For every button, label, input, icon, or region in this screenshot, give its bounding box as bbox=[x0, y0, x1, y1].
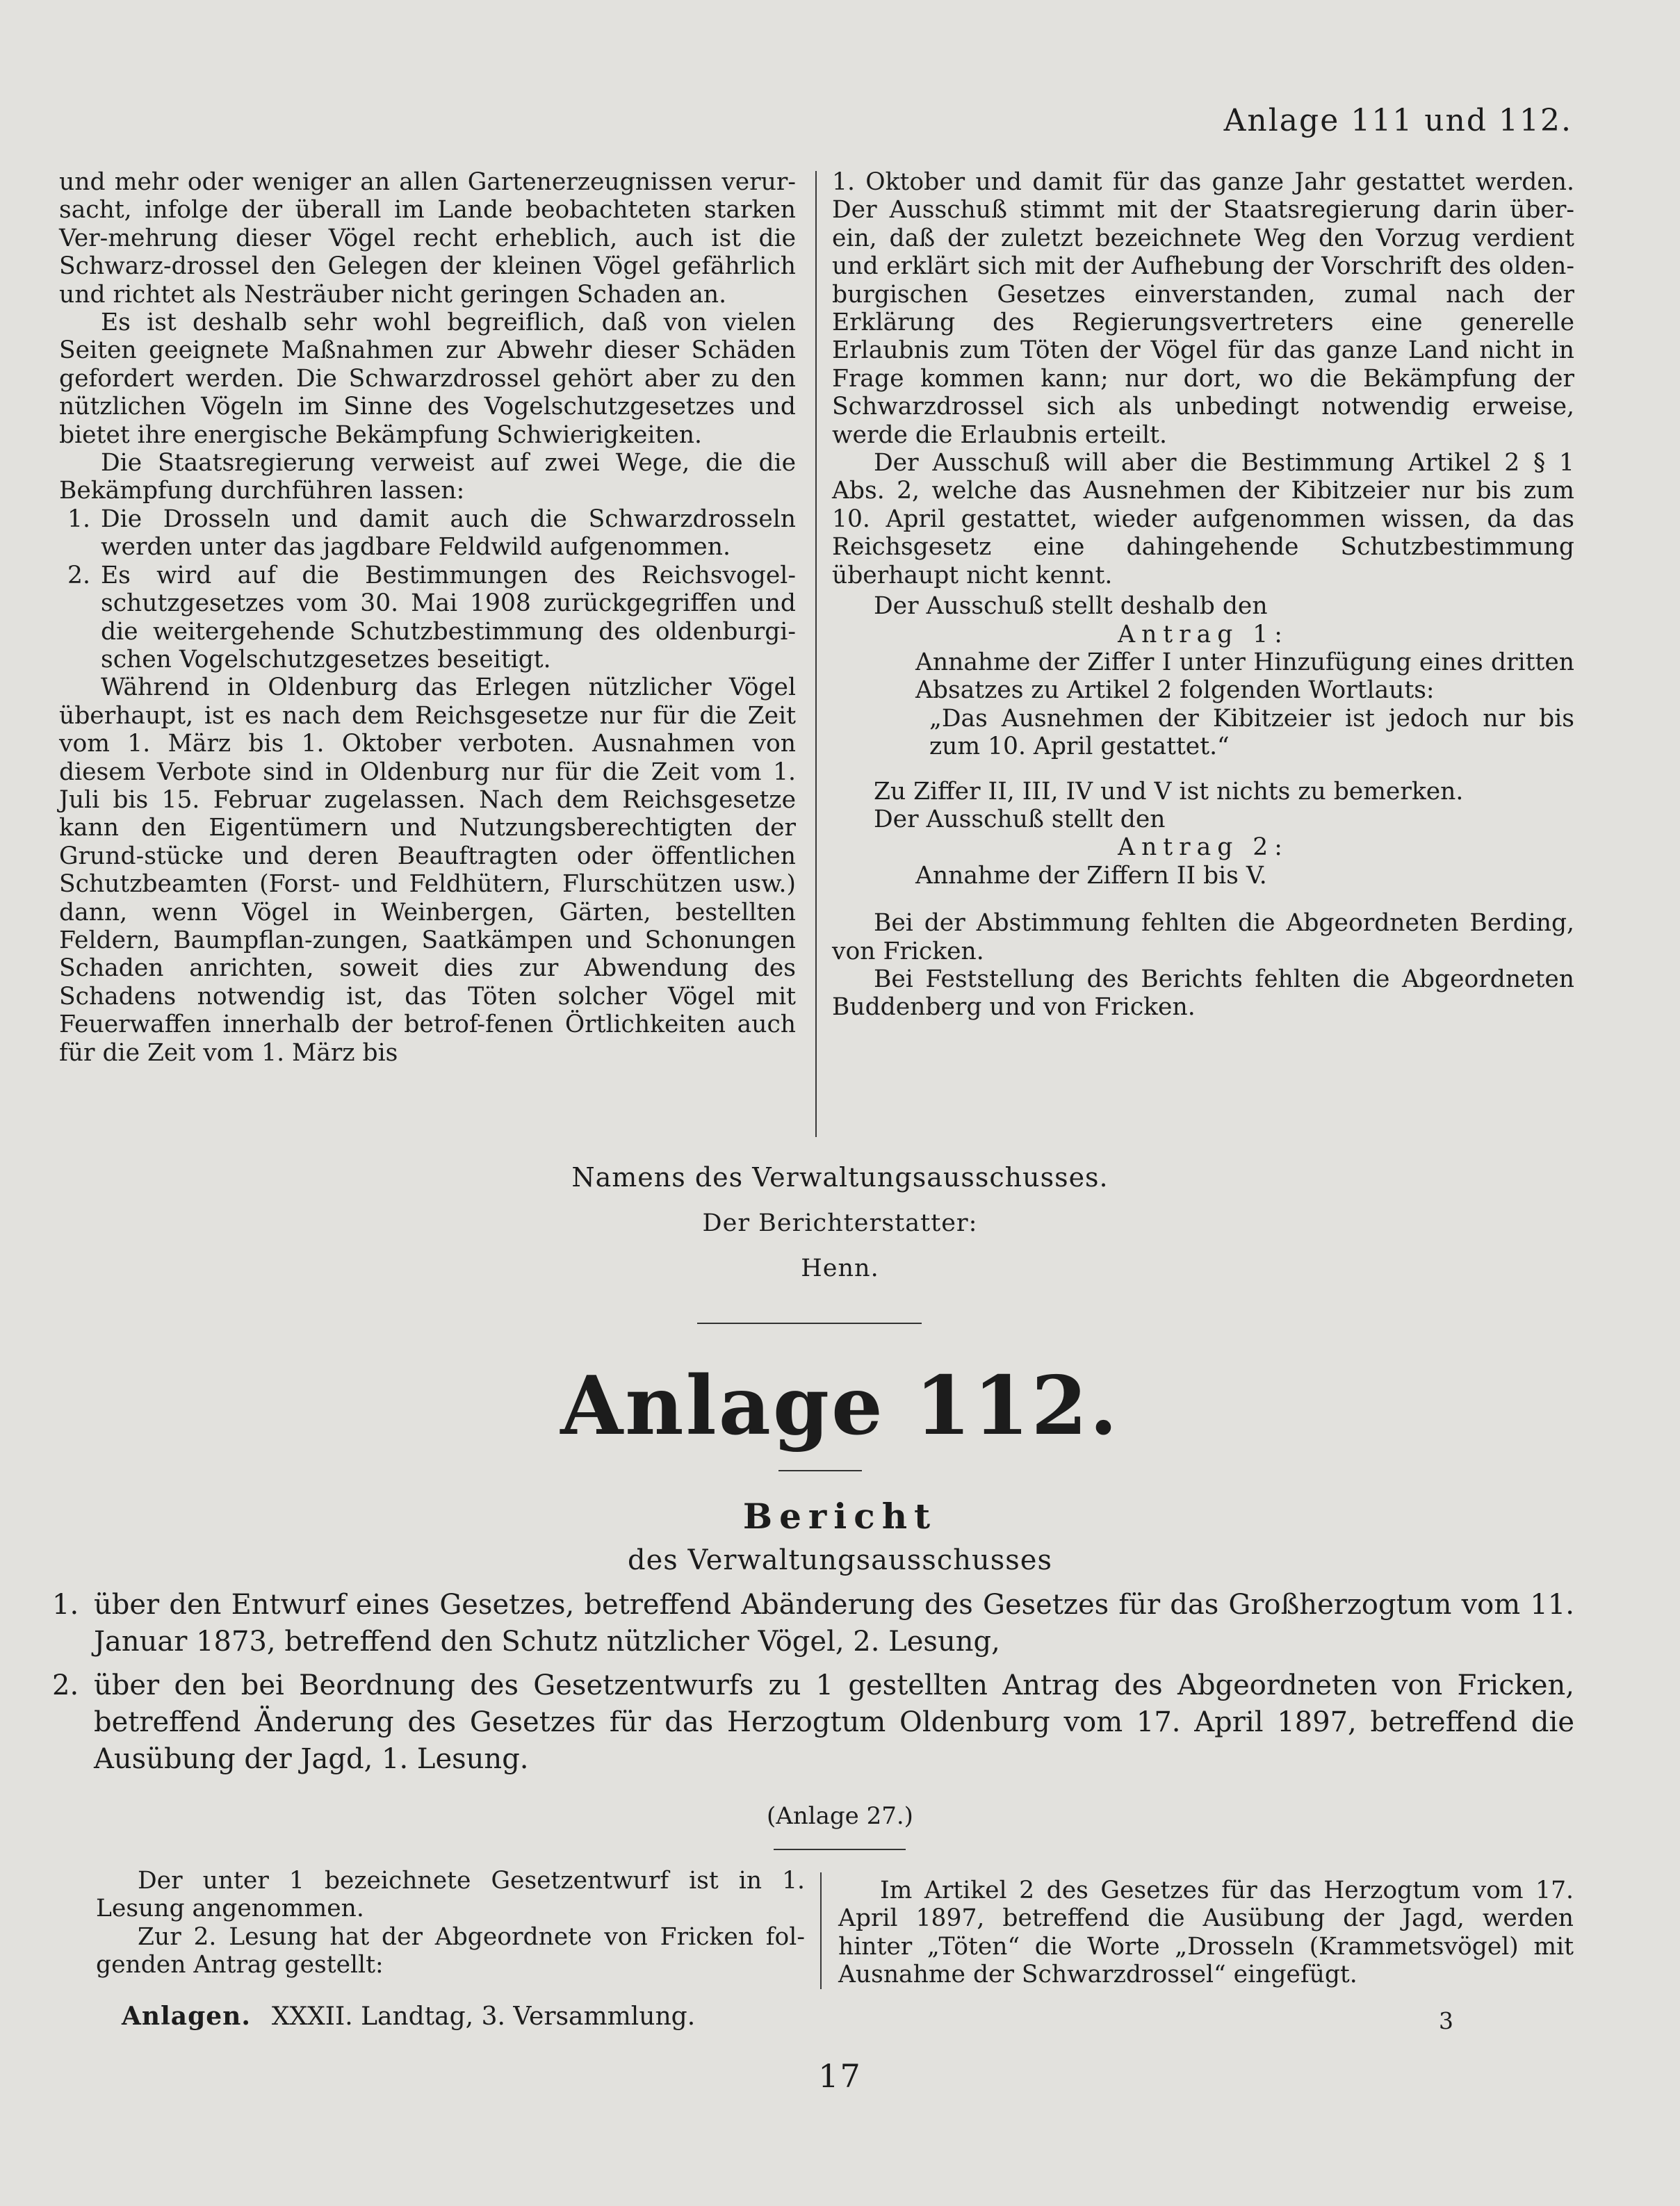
short-rule bbox=[774, 1849, 906, 1850]
list-number: 1. bbox=[67, 505, 90, 533]
report-subject-list bbox=[52, 1587, 1574, 1778]
page-number: 17 bbox=[818, 2057, 862, 2095]
antrag-text: Annahme der Ziffern II bis V. bbox=[915, 861, 1267, 890]
paragraph: Bei der Abstimmung fehlten die Abgeordneten Berding, von Fricken. bbox=[832, 909, 1574, 965]
signature-name: Henn. bbox=[801, 1255, 879, 1282]
separator-rule bbox=[697, 1323, 922, 1324]
signature-line: Namens des Verwaltungsausschusses. bbox=[571, 1162, 1109, 1193]
paragraph: Der Ausschuß stellt den bbox=[874, 805, 1166, 833]
numbered-list bbox=[59, 505, 796, 673]
list-number: 2. bbox=[67, 561, 90, 589]
signature-role: Der Berichterstatter: bbox=[702, 1209, 978, 1237]
antrag-heading: Antrag 1: bbox=[1118, 620, 1289, 648]
paragraph: Zur 2. Lesung hat der Abgeordnete von Fricken fol-genden Antrag gestellt: bbox=[96, 1922, 805, 1979]
annex-reference: (Anlage 27.) bbox=[767, 1802, 913, 1830]
short-rule bbox=[778, 1470, 862, 1471]
list-number: 1. bbox=[52, 1589, 79, 1621]
paragraph: 1. Oktober und damit für das ganze Jahr gestattet werden. Der Ausschuß stimmt mit der Staatsregierung darin über-ein, daß der zuletzt bezeichnete Weg den Vorzug verdient und erklärt sich mit der Aufhebung der Vorschrift des olden-burgischen Gesetzes einverstanden, zumal nach der Erklärung des Regierungsvertreters eine generelle Erlaubnis zum Töten der Vögel für das ganze Land nicht in Frage kommen kann; nur dort, wo die Bekämpfung der Schwarzdrossel sich als unbedingt notwendig erweise, werde die Erlaubnis erteilt. bbox=[832, 168, 1574, 449]
paragraph: Der unter 1 bezeichnete Gesetzentwurf ist in 1. Lesung angenommen. bbox=[96, 1867, 805, 1923]
paragraph: Der Ausschuß stellt deshalb den bbox=[874, 592, 1268, 621]
column-divider bbox=[820, 1872, 822, 1989]
list-text: über den Entwurf eines Gesetzes, betreffend Abänderung des Gesetzes für das Großherzogtum vom 11. Januar 1873, betreffend den Schutz nützlicher Vögel, 2. Lesung, bbox=[94, 1589, 1574, 1658]
list-text: Es wird auf die Bestimmungen des Reichsvogel-schutzgesetzes vom 30. Mai 1908 zurückgegriffen und die weitergehende Schutzbestimmung des oldenburgi-schen Vogelschutzgesetzes beseitigt. bbox=[101, 561, 796, 673]
footer-imprint bbox=[122, 2002, 695, 2031]
antrag-quote: „Das Ausnehmen der Kibitzeier ist jedoch nur bis zum 10. April gestattet.“ bbox=[929, 704, 1574, 761]
paragraph: Die Staatsregierung verweist auf zwei Wege, die die Bekämpfung durchführen lassen: bbox=[59, 449, 796, 505]
running-header: Anlage 111 und 112. bbox=[1223, 103, 1572, 138]
paragraph: und mehr oder weniger an allen Gartenerzeugnissen verur-sacht, infolge der überall im Lande beobachteten starken Ver-mehrung dieser Vögel recht erheblich, auch ist die Schwarz-drossel den Gelegen der kleinen Vögel gefährlich und richtet als Nesträuber nicht geringen Schaden an. bbox=[59, 168, 796, 309]
top-right-column bbox=[832, 168, 1574, 1022]
list-text: Die Drosseln und damit auch die Schwarzdrosseln werden unter das jagdbare Feldwild aufgenommen. bbox=[101, 505, 796, 562]
paragraph: Der Ausschuß will aber die Bestimmung Artikel 2 § 1 Abs. 2, welche das Ausnehmen der Kibitzeier nur bis zum 10. April gestattet, wieder aufgenommen wissen, da das Reichsgesetz eine dahingehende Schutzbestimmung überhaupt nicht kennt. bbox=[832, 449, 1574, 589]
footer-text: XXXII. Landtag, 3. Versammlung. bbox=[271, 2002, 696, 2031]
list-item bbox=[52, 1587, 1574, 1660]
sheet-number: 3 bbox=[1439, 2007, 1453, 2034]
list-item bbox=[59, 505, 796, 562]
bottom-left-column bbox=[96, 1867, 805, 1979]
column-divider bbox=[815, 171, 817, 1137]
top-left-column bbox=[59, 168, 796, 1067]
page-title: Anlage 112. bbox=[560, 1359, 1120, 1453]
antrag-heading: Antrag 2: bbox=[1118, 833, 1289, 862]
paragraph: Es ist deshalb sehr wohl begreiflich, daß von vielen Seiten geeignete Maßnahmen zur Abwehr dieser Schäden gefordert werden. Die Schwarzdrossel gehört aber zu den nützlichen Vögeln im Sinne des Vogelschutzgesetzes und bietet ihre energische Bekämpfung Schwierigkeiten. bbox=[59, 309, 796, 449]
report-subheading: des Verwaltungsausschusses bbox=[628, 1544, 1052, 1576]
paragraph: Im Artikel 2 des Gesetzes für das Herzogtum vom 17. April 1897, betreffend die Ausübung der Jagd, werden hinter „Töten“ die Worte „Drosseln (Krammetsvögel) mit Ausnahme der Schwarzdrossel“ eingefügt. bbox=[838, 1877, 1574, 1989]
report-heading: Bericht bbox=[742, 1496, 938, 1537]
list-item bbox=[59, 562, 796, 674]
footer-label: Anlagen. bbox=[122, 2002, 251, 2031]
bottom-right-column bbox=[838, 1877, 1574, 1989]
paragraph: Während in Oldenburg das Erlegen nützlicher Vögel überhaupt, ist es nach dem Reichsgesetze nur für die Zeit vom 1. März bis 1. Oktober verboten. Ausnahmen von diesem Verbote sind in Oldenburg nur für die Zeit vom 1. Juli bis 15. Februar zugelassen. Nach dem Reichsgesetze kann den Eigentümern und Nutzungsberechtigten der Grund-stücke und deren Beauftragten oder öffentlichen Schutzbeamten (Forst- und Feldhütern, Flurschützen usw.) dann, wenn Vögel in Weinbergen, Gärten, bestellten Feldern, Baumpflan-zungen, Saatkämpen und Schonungen Schaden anrichten, soweit dies zur Abwendung des Schadens notwendig ist, das Töten solcher Vögel mit Feuerwaffen innerhalb der betrof-fenen Örtlichkeiten auch für die Zeit vom 1. März bis bbox=[59, 673, 796, 1067]
list-item bbox=[52, 1667, 1574, 1778]
list-text: über den bei Beordnung des Gesetzentwurfs zu 1 gestellten Antrag des Abgeordneten von Fricken, betreffend Änderung des Gesetzes für das Herzogtum Oldenburg vom 17. April 1897, betreffend die Ausübung der Jagd, 1. Lesung. bbox=[94, 1669, 1574, 1775]
list-number: 2. bbox=[52, 1669, 79, 1701]
antrag-text: Annahme der Ziffer I unter Hinzufügung eines dritten Absatzes zu Artikel 2 folgenden Wortlauts: bbox=[915, 648, 1574, 705]
paragraph: Zu Ziffer II, III, IV und V ist nichts zu bemerken. bbox=[874, 777, 1464, 806]
paragraph: Bei Feststellung des Berichts fehlten die Abgeordneten Buddenberg und von Fricken. bbox=[832, 965, 1574, 1022]
